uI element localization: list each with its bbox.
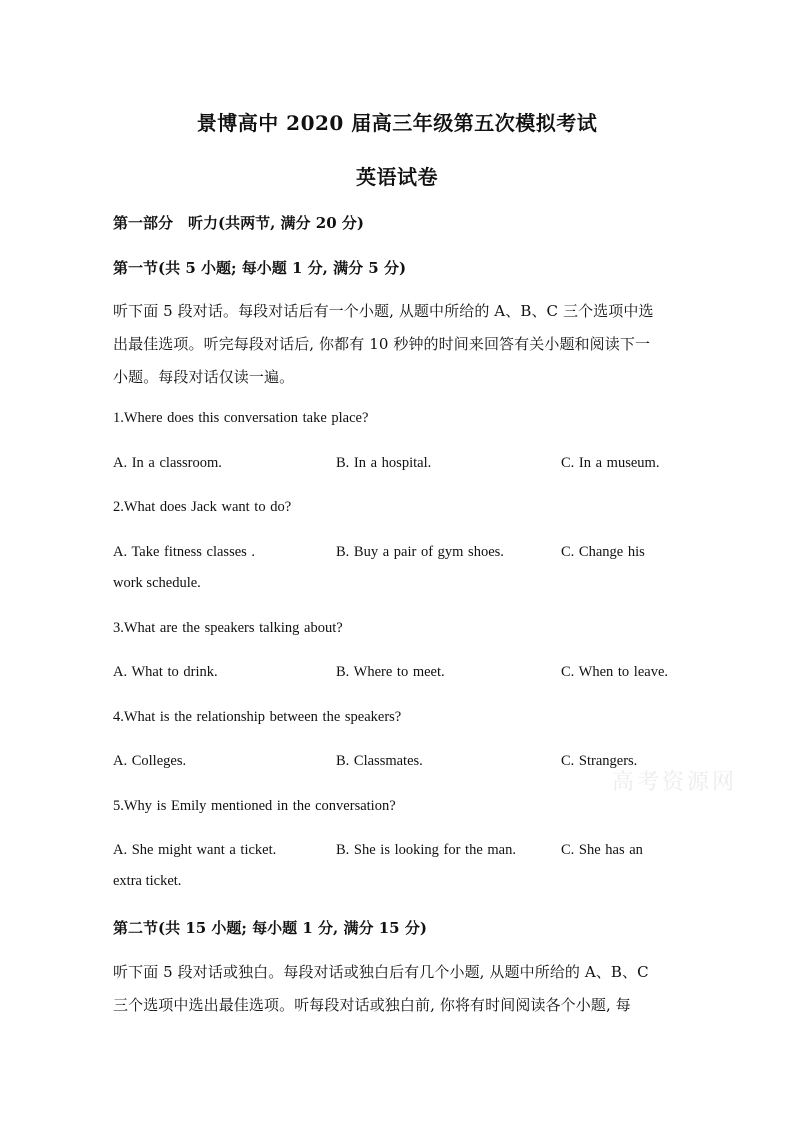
question-3-option-a: A. What to drink. (113, 664, 218, 680)
question-1-option-c: C. In a museum. (561, 455, 660, 471)
question-5-option-b: B. She is looking for the man. (336, 842, 516, 858)
question-4-option-c: C. Strangers. (561, 753, 638, 769)
section1-heading: 第一节(共 5 小题; 每小题 1 分, 满分 5 分) (113, 259, 407, 277)
question-3: 3.What are the speakers talking about? (113, 620, 343, 636)
question-3-option-b: B. Where to meet. (336, 664, 445, 680)
question-2: 2.What does Jack want to do? (113, 499, 292, 515)
question-2-option-a: A. Take fitness classes . (113, 544, 256, 560)
question-5-option-a: A. She might want a ticket. (113, 842, 277, 858)
question-5-option-c-continued: extra ticket. (113, 873, 182, 889)
question-2-option-b: B. Buy a pair of gym shoes. (336, 544, 504, 560)
question-1: 1.Where does this conversation take place? (113, 410, 369, 426)
part1-heading: 第一部分 听力(共两节, 满分 20 分) (113, 214, 364, 232)
watermark: 高考资源网 (612, 770, 738, 795)
question-1-option-b: B. In a hospital. (336, 455, 432, 471)
question-4-option-a: A. Colleges. (113, 753, 187, 769)
section1-instruction-line: 听下面 5 段对话。每段对话后有一个小题, 从题中所给的 A、B、C 三个选项中选 (113, 302, 654, 320)
question-3-option-c: C. When to leave. (561, 664, 669, 680)
section1-instruction-line: 出最佳选项。听完每段对话后, 你都有 10 秒钟的时间来回答有关小题和阅读下一 (113, 335, 651, 353)
question-2-option-c: C. Change his (561, 544, 645, 560)
exam-title: 景博高中 2020 届高三年级第五次模拟考试 (196, 111, 598, 135)
question-1-option-a: A. In a classroom. (113, 455, 222, 471)
question-2-option-c-continued: work schedule. (113, 575, 201, 591)
question-5-option-c: C. She has an (561, 842, 643, 858)
section1-instruction-line: 小题。每段对话仅读一遍。 (113, 368, 295, 386)
question-4: 4.What is the relationship between the speakers? (113, 709, 402, 725)
section2-instruction-line: 三个选项中选出最佳选项。听每段对话或独白前, 你将有时间阅读各个小题, 每 (113, 996, 631, 1014)
section2-heading: 第二节(共 15 小题; 每小题 1 分, 满分 15 分) (113, 919, 427, 937)
question-5: 5.Why is Emily mentioned in the conversation? (113, 798, 396, 814)
question-4-option-b: B. Classmates. (336, 753, 423, 769)
exam-subtitle: 英语试卷 (356, 165, 438, 189)
section2-instruction-line: 听下面 5 段对话或独白。每段对话或独白后有几个小题, 从题中所给的 A、B、C (113, 963, 649, 981)
